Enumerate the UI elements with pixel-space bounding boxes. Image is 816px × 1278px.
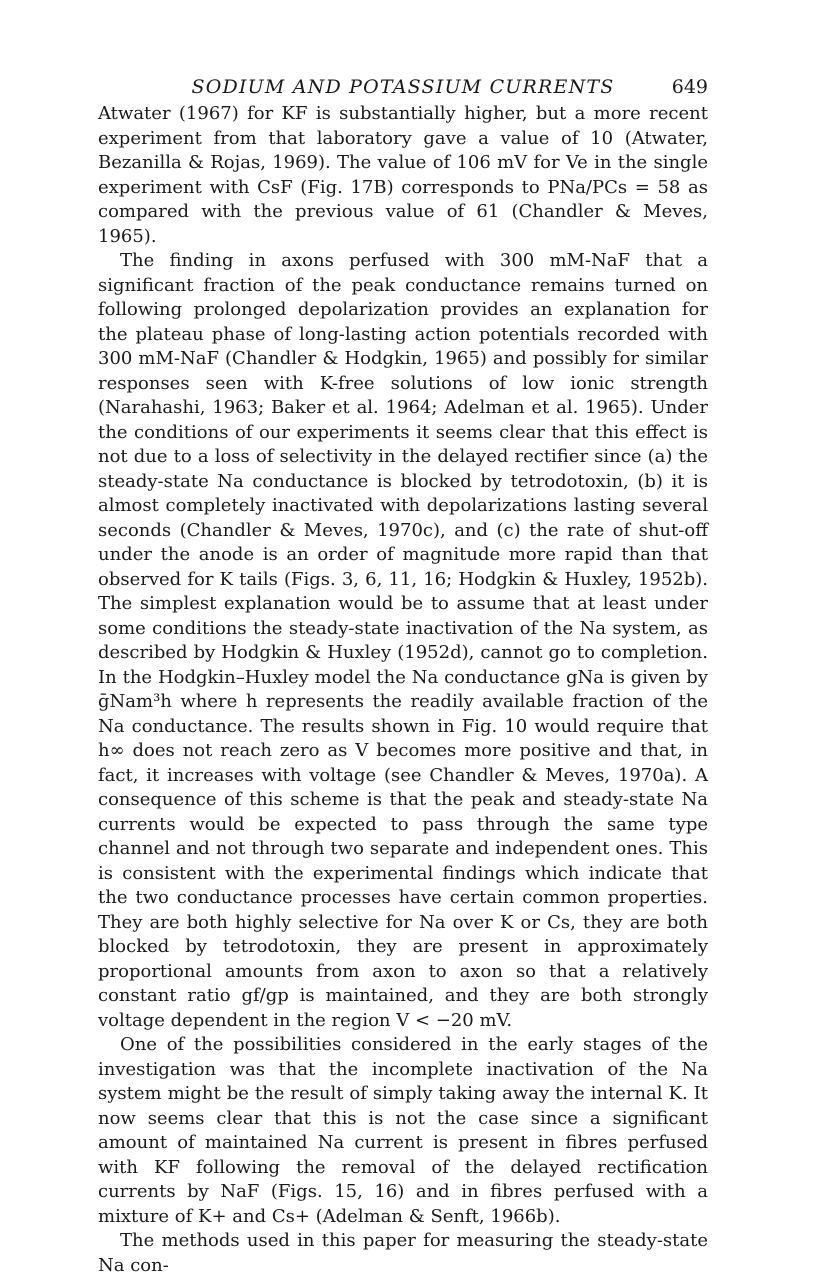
running-title: SODIUM AND POTASSIUM CURRENTS	[191, 76, 615, 98]
paragraph-naf-discussion: The finding in axons perfused with 300 mM-NaF that a significant fraction of the peak conductance remains turned on following prolonged depolarization provides an explanation for the plateau phase of long-lasting action potentials recorded with 300 mM-NaF (Chandler & Hodgkin, 1965) and possibly for similar responses seen with K-free solutions of low ionic strength (Narahashi, 1963; Baker et al. 1964; Adelman et al. 1965). Under the conditions of our experiments it seems clear that this effect is not due to a loss of selectivity in the delayed rectifier since (a) the steady-state Na conductance is blocked by tetrodotoxin, (b) it is almost completely inactivated with depolarizations lasting several seconds (Chandler & Meves, 1970c), and (c) the rate of shut-off under the anode is an order of magnitude more rapid than that observed for K tails (Figs. 3, 6, 11, 16; Hodgkin & Huxley, 1952b). The simplest explanation would be to assume that at least under some conditions the steady-state inactivation of the Na system, as described by Hodgkin & Huxley (1952d), cannot go to completion. In the Hodgkin–Huxley model the Na conductance gNa is given by ḡNam³h where h represents the readily available fraction of the Na conductance. The results shown in Fig. 10 would require that h∞ does not reach zero as V becomes more positive and that, in fact, it increases with voltage (see Chandler & Meves, 1970a). A consequence of this scheme is that the peak and steady-state Na currents would be expected to pass through the same type channel and not through two separate and independent ones. This is consistent with the experimental findings which indicate that the two conductance processes have certain common properties. They are both highly selective for Na over K or Cs, they are both blocked by tetrodotoxin, they are present in approximately proportional amounts from axon to axon so that a relatively constant ratio gf/gp is maintained, and they are both strongly voltage dependent in the region V < −20 mV.	[98, 250, 708, 1031]
paragraph-internal-k: One of the possibilities considered in the early stages of the investigation was that the incomplete inactivation of the Na system might be the result of simply taking away the internal K. It now seems clear that this is not the case since a significant amount of maintained Na current is present in fibres perfused with KF following the removal of the delayed rectification currents by NaF (Figs. 15, 16) and in fibres perfused with a mixture of K+ and Cs+ (Adelman & Senft, 1966b).	[98, 1034, 708, 1227]
article-body	[98, 102, 708, 1278]
paragraph-continuation: Atwater (1967) for KF is substantially higher, but a more recent experiment from that laboratory gave a value of 10 (Atwater, Bezanilla & Rojas, 1969). The value of 106 mV for Ve in the single experiment with CsF (Fig. 17B) corresponds to PNa/PCs = 58 as compared with the previous value of 61 (Chandler & Meves, 1965).	[98, 103, 708, 247]
paragraph-methods: The methods used in this paper for measuring the steady-state Na con-	[98, 1230, 708, 1276]
page-number: 649	[671, 76, 708, 98]
page-header	[98, 72, 708, 102]
